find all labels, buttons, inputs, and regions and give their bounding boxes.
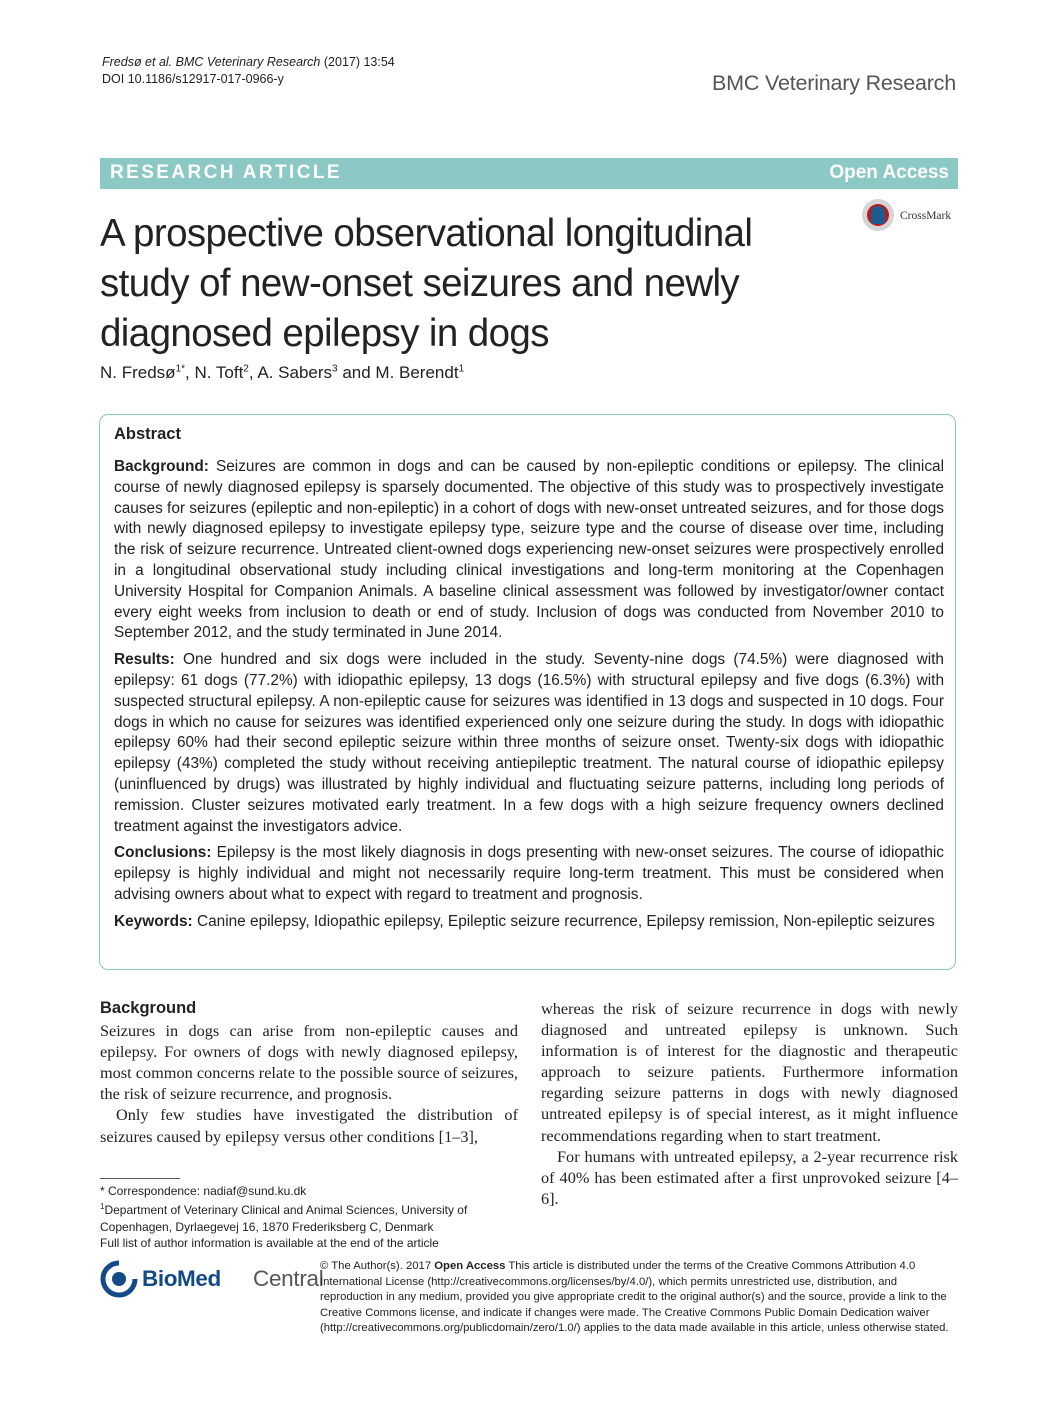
abstract-conclusions — [114, 843, 944, 905]
affiliation-number: 1 — [100, 1202, 105, 1212]
article-type-label: RESEARCH ARTICLE — [110, 162, 342, 183]
author-name: N. Toft — [194, 363, 244, 382]
abstract-heading: Abstract — [114, 425, 181, 443]
abstract-results-text: One hundred and six dogs were included in the study. Seventy-nine dogs (74.5%) were diagnosed with epilepsy: 61 dogs (77.2%) with idiopathic epilepsy, 13 dogs (16.5%) with structural epilepsy and five dogs (6.3%) with suspected structural epilepsy. A non-epileptic cause for seizures was identified in 13 dogs and suspected in 10 dogs. Four dogs in which no cause for seizures was identified experienced only one seizure during the study. In dogs with idiopathic epilepsy 60% had their second epileptic seizure within three months of seizure onset. Twenty-six dogs with idiopathic epilepsy (43%) completed the study without receiving antiepileptic treatment. The natural course of idiopathic epilepsy (uninfluenced by drugs) was illustrated by highly individual and fluctuating seizure patterns, including long periods of remission. Cluster seizures motivated early treatment. In a few dogs with a high seizure frequency owners declined treatment against the investigators advice. — [114, 651, 944, 835]
crossmark-label: CrossMark — [900, 210, 952, 222]
author-list — [100, 363, 464, 383]
abstract-box — [99, 414, 956, 970]
author-affiliation-mark: 1* — [175, 363, 186, 375]
body-paragraph: Only few studies have investigated the distribution of seizures caused by epilepsy versus other conditions [1–3], — [100, 1105, 518, 1146]
abstract-background-text: Seizures are common in dogs and can be caused by non-epileptic conditions or epilepsy. The clinical course of newly diagnosed epilepsy is sparsely documented. The objective of this study was to prospectively investigate causes for seizures (epileptic and non-epileptic) in a cohort of dogs with new-onset untreated seizures, and for those dogs with newly diagnosed epilepsy to investigate epilepsy type, seizure type and the course of disease over time, including the risk of seizure recurrence. Untreated client-owned dogs experiencing new-onset seizures were prospectively enrolled in a longitudinal observational study including clinical investigations and long-term monitoring at the Copenhagen University Hospital for Companion Animals. A baseline clinical assessment was followed by investigator/owner contact every eight weeks from inclusion to death or end of study. Inclusion of dogs was conducted from November 2010 to September 2012, and the study terminated in June 2014. — [114, 458, 945, 642]
article-title: A prospective observational longitudinal study of new-onset seizures and newly diagnosed epilepsy in dogs — [100, 212, 753, 355]
biomed-central-logo-icon — [100, 1260, 138, 1298]
logo-text-regular: Central — [253, 1266, 324, 1291]
author-info-note: Full list of author information is available at the end of the article — [100, 1235, 439, 1250]
body-paragraph: Seizures in dogs can arise from non-epileptic causes and epilepsy. For owners of dogs with newly diagnosed epilepsy, most common concerns relate to the possible source of seizures, the risk of seizure recurrence, and prognosis. — [100, 1021, 518, 1104]
license-open-access: Open Access — [434, 1260, 506, 1272]
body-right-column — [541, 998, 958, 1209]
abstract-keywords-label: Keywords: — [114, 912, 193, 930]
license-text: This article is distributed under the terms of the Creative Commons Attribution 4.0 International License (http://creativecommons.org/licenses/by/4.0/), which permits unrestricted use, distribution, and reproduction in any medium, provided you give appropriate credit to the original author(s) and the source, provide a link to the Creative Commons license, and indicate if changes were made. The Creative Commons Public Domain Dedication waiver (http://creativecommons.org/publicdomain/zero/1.0/) applies to the data made available in this article, unless otherwise stated. — [320, 1260, 949, 1335]
citation-block — [102, 54, 395, 88]
logo-text-bold: BioMed — [142, 1266, 221, 1291]
abstract-results — [114, 650, 944, 837]
article-type-banner — [100, 158, 958, 189]
open-access-label: Open Access — [829, 162, 949, 183]
citation-year-volume: (2017) 13:54 — [323, 55, 395, 69]
author-affiliation-mark: 3 — [332, 363, 338, 375]
author-separator: and — [337, 363, 376, 382]
license-statement — [320, 1259, 960, 1337]
author-affiliation-mark: 1 — [458, 363, 465, 375]
body-left-column — [100, 998, 518, 1147]
affiliation-note — [100, 1199, 518, 1235]
body-paragraph: For humans with untreated epilepsy, a 2-year recurrence risk of 40% has been estimated after a first unprovoked seizure [4–6]. — [541, 1146, 958, 1208]
citation-journal: BMC Veterinary Research — [175, 55, 321, 69]
author-name: M. Berendt — [375, 363, 459, 382]
footnote-divider — [100, 1178, 180, 1179]
correspondence-note: * Correspondence: nadiaf@sund.ku.dk — [100, 1184, 307, 1198]
citation-authors: Fredsø et al. — [102, 55, 173, 69]
abstract-keywords-text: Canine epilepsy, Idiopathic epilepsy, Epileptic seizure recurrence, Epilepsy remission, Non-epileptic seizures — [196, 912, 935, 930]
author-separator: , — [248, 363, 258, 382]
crossmark-badge[interactable] — [858, 197, 978, 237]
crossmark-icon — [862, 199, 894, 231]
abstract-results-label: Results: — [114, 651, 175, 669]
abstract-background — [114, 457, 944, 644]
body-paragraph: whereas the risk of seizure recurrence in dogs with newly diagnosed and untreated epilepsy is unknown. Such information is of interest for the diagnostic and therapeutic approach to seizure patients. Furthermore information regarding seizure patterns in dogs with newly diagnosed untreated epilepsy is of special interest, as it might influence recommendations regarding when to start treatment. — [541, 999, 958, 1145]
abstract-keywords — [114, 912, 944, 933]
author-separator: , — [185, 363, 195, 382]
section-heading-background: Background — [100, 999, 197, 1017]
affiliation-text: Department of Veterinary Clinical and Animal Sciences, University of Copenhagen, Dyrlaegevej 16, 1870 Frederiksberg C, Denmark — [100, 1203, 468, 1234]
journal-name: BMC Veterinary Research — [712, 71, 956, 95]
footnotes — [100, 1178, 518, 1251]
abstract-background-label: Background: — [114, 458, 209, 475]
citation-doi[interactable]: DOI 10.1186/s12917-017-0966-y — [102, 72, 284, 86]
biomed-central-logo — [100, 1260, 324, 1300]
license-copyright: © The Author(s). 2017 — [320, 1260, 432, 1272]
author-name: A. Sabers — [257, 363, 333, 382]
author-affiliation-mark: 2 — [243, 363, 249, 375]
abstract-body — [114, 457, 944, 939]
author-name: N. Fredsø — [100, 363, 176, 382]
abstract-conclusions-text: Epilepsy is the most likely diagnosis in dogs presenting with new-onset seizures. The course of idiopathic epilepsy is highly individual and might not necessarily require long-term treatment. This must be considered when advising owners about what to expect with regard to treatment and prognosis. — [114, 844, 944, 903]
abstract-conclusions-label: Conclusions: — [114, 844, 212, 862]
